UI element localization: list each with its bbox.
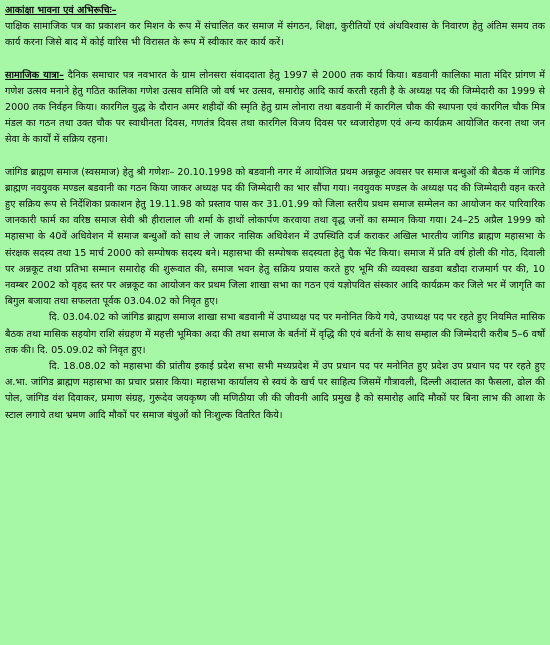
jangid-samaj-paragraph: जांगिड ब्राह्मण समाज (स्वसमाज) हेतु श्री गणेशः– 20.10.1998 को बडवानी नगर में आयोजित प्रथम अन्नकूट अवसर पर समाज बन्धुओं की बैठक में जांगिड ब्राह्मण नवयुवक मण्डल बडवानी का गठन किया जाकर अध्यक्ष पद की जिम्मेदारी का भार सौंपा गया। नवयुवक मण्डल के अध्यक्ष पद की जिम्मेदारी वहन करते हुए सक्रिय रूप से निर्देशिका प्रकाशन हेतु 19.11.98 को प्रस्ताव पास कर 31.01.99 को जिला स्तरीय प्रथम समाज सम्मेलन का आयोजन कर पारिवारिक जानकारी फार्म का वरिष्ठ समाज सेवी श्री हीरालाल जी शर्मा के हाथों लोकार्पण करवाया तथा वृद्ध जनों का सम्मान किया गया। 24–25 अप्रैल 1999 को महासभा के 40वें अधिवेशन में समाज बन्धुओं को साथ ले जाकर नासिक अधिवेशन में उपस्थिति दर्ज कराकर अखिल भारतीय जांगिड ब्राह्मण महासभा के संरक्षक सदस्य तथा 15 मार्च 2000 को सम्पोषक सदस्य बने। महासभा की सम्पोषक सदस्यता हेतु चैक भेंट किया। समाज में प्रति वर्ष होली की गोठ, दिवाली पर अन्नकूट तथा प्रतिभा सम्मान समारोह की शुरूवात की, समाज भवन हेतु सक्रिय प्रयास करते हुए भूमि की व्यवस्था खडवा बडौदा राजमार्ग पर की, 10 नवम्बर 2002 को वृहद स्तर पर अन्नकूट का आयोजन कर प्रथम जिला शाखा सभा का गठन एवं यज्ञोपवित संस्कार आदि कार्यक्रम कर जिले भर में जागृति का बिगुल बजाया तथा सफलता पूर्वक 03.04.02 को निवृत हुए। xyxy=(5,166,545,308)
social-journey-paragraph xyxy=(5,68,545,149)
mahasabha-paragraph: दि. 18.08.02 को महासभा की प्रांतीय इकाई प्रदेश सभा सभी मध्यप्रदेश में उप प्रधान पद पर मनोनित हुए प्रदेश उप प्रधान पद पर रहते हुए अ.भा. जांगिड ब्राह्मण महासभा का प्रचार प्रसार किया। महासभा कार्यालय से स्वयं के खर्च पर साहित्य जिसमें गौत्रावली, दिल्ली अदालत का फैसला, ढोल की पोल, जांगिड वंश दिवाकर, प्रमाण संग्रह, गुरूदेव जयकृष्ण जी मणिठीया जी की जीवनी आदि प्रमुख है को समारोह आदि मौकों पर बिना लाभ की आशा के स्टाल लगाये तथा भ्रमण आदि मौकों पर समाज बंधुओं को निःशुल्क वितरित किये। xyxy=(5,361,545,421)
dated-2002-paragraph: दि. 03.04.02 को जांगिड ब्राह्मण समाज शाखा सभा बडवानी में उपाध्यक्ष पद पर मनोनित किये गये, उपाध्यक्ष पद पर रहते हुए नियमित मासिक बैठक तथा मासिक सहयोग राशि संग्रहण में महत्ती भूमिका अदा की तथा समाज के बर्तनों में वृद्धि की एवं बर्तनों के साथ सम्हाल की जिम्मेदारी करीब 5–6 वर्षों तक की। दि. 05.09.02 को निवृत हुए। xyxy=(5,312,545,356)
section-gap xyxy=(5,149,545,165)
section-gap xyxy=(5,52,545,68)
aspiration-paragraph: पाक्षिक सामाजिक पत्र का प्रकाशन कर मिशन के रूप में संचालित कर समाज में संगठन, शिक्षा, कुरीतियों एवं अंधविश्वास के निवारण हेतु अंतिम समय तक कार्य करना जिसे बाद में कोई वारिस भी विरासत के रूप में स्वीकार कर कार्य करें। xyxy=(5,21,545,49)
social-journey-heading: सामाजिक यात्रा– xyxy=(5,69,64,81)
social-journey-text: दैनिक समाचार पत्र नवभारत के ग्राम लोनसरा संवाददाता हेतु 1997 से 2000 तक कार्य किया। बडवानी कालिका माता मंदिर प्रांगण में गणेश उत्सव मनाने हेतु गठित कालिका गणेश उत्सव समिति जो वर्ष भर उत्सव, समारोह आदि कार्य करती रहती है के अध्यक्ष पद की जिम्मेदारी का 1999 से 2000 तक निर्वहन किया। कारगिल युद्ध के दौरान अमर शहीदों की स्मृति हेतु ग्राम लोनारा तथा बडवानी में कारगिल चौक की स्थापना एवं कारगिल चौक मित्र मंडल का गठन तथा उक्त चौक पर स्वाधीनता दिवस, गणतंत्र दिवस तथा कारगिल विजय दिवस पर ध्वजारोहण एवं अन्य कार्यक्रम आयोजित करना तथा जन सेवा के कार्यों में सक्रिय रहना। xyxy=(5,69,545,146)
aspiration-heading: आकांक्षा भावना एवं अभिरूचिः– xyxy=(5,5,117,16)
